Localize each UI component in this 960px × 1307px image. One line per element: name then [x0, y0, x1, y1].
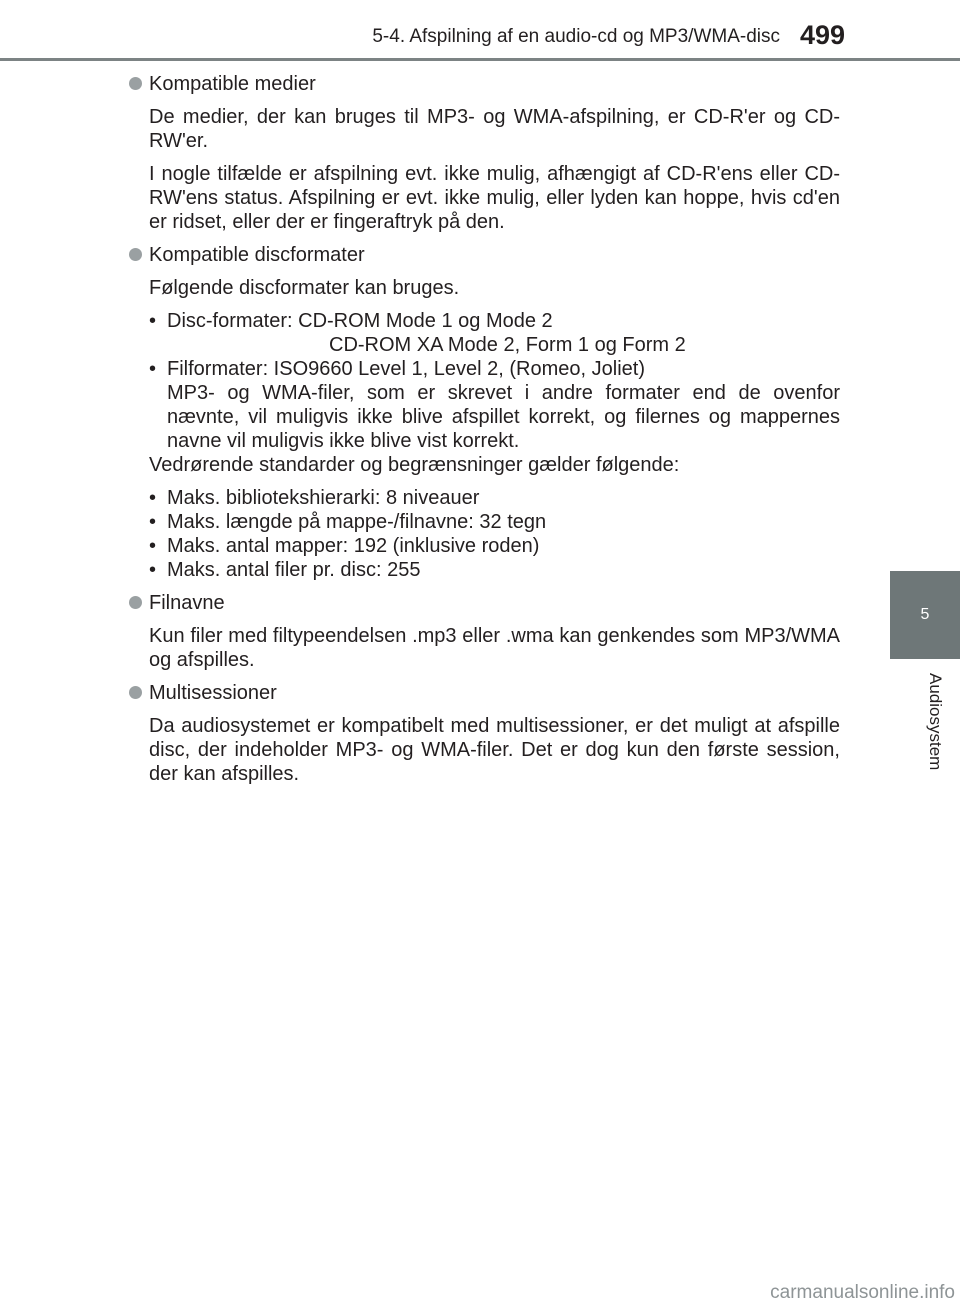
list-bullet: •	[149, 487, 157, 509]
list-bullet: •	[149, 358, 157, 380]
paragraph: Følgende discformater kan bruges.	[149, 277, 460, 299]
heading-text: Kompatible medier	[149, 73, 316, 95]
paragraph: De medier, der kan bruges til MP3- og WMA-afspilning, er CD-R'er og CD-RW'er.	[149, 106, 840, 152]
heading-text: Filnavne	[149, 592, 225, 614]
section-title: 5-4. Afspilning af en audio-cd og MP3/WMA-disc	[372, 26, 780, 47]
list-bullet: •	[149, 511, 157, 533]
list-bullet: •	[149, 535, 157, 557]
list-item	[149, 558, 840, 582]
list-item-text: Maks. bibliotekshierarki: 8 niveauer	[167, 487, 480, 509]
page-number: 499	[800, 20, 846, 50]
list-item-text: Maks. antal filer pr. disc: 255	[167, 559, 421, 581]
list-item	[149, 510, 840, 534]
file-format-line: Filformater: ISO9660 Level 1, Level 2, (Romeo, Joliet)	[167, 358, 645, 380]
bullet-dot-icon	[129, 248, 142, 261]
limits-list	[149, 486, 840, 582]
heading-text: Multisessioner	[149, 682, 277, 704]
header-rule	[0, 58, 960, 61]
section-heading-kompatible-medier	[127, 72, 840, 96]
section-heading-filnavne	[127, 591, 840, 615]
bullet-dot-icon	[129, 77, 142, 90]
list-bullet: •	[149, 559, 157, 581]
bullet-dot-icon	[129, 596, 142, 609]
watermark: carmanualsonline.info	[770, 1282, 955, 1303]
paragraph: Kun filer med filtypeendelsen .mp3 eller .wma kan genkendes som MP3/WMA og afspilles.	[149, 625, 840, 671]
list-item-text: Maks. antal mapper: 192 (inklusive roden)	[167, 535, 540, 557]
file-format-note: MP3- og WMA-filer, som er skrevet i andre formater end de ovenfor nævnte, vil muligvis ikke blive afspillet korrekt, og filernes og mappernes navne vil muligvis ikke blive vist korrekt.	[167, 382, 840, 452]
section-heading-multisessioner	[127, 681, 840, 705]
chapter-number: 5	[920, 606, 930, 623]
list-item-text: Maks. længde på mappe-/filnavne: 32 tegn	[167, 511, 547, 533]
list-item	[149, 534, 840, 558]
bullet-dot-icon	[129, 686, 142, 699]
chapter-tab[interactable]	[890, 571, 960, 659]
list-bullet: •	[149, 310, 157, 332]
paragraph: Da audiosystemet er kompatibelt med multisessioner, er det muligt at afspille disc, der indeholder MP3- og WMA-filer. Det er dog kun den første session, der kan afspilles.	[149, 715, 840, 785]
disc-format-line: Disc-formater: CD-ROM Mode 1 og Mode 2	[167, 310, 553, 332]
page-content	[127, 72, 840, 795]
paragraph: Vedrørende standarder og begrænsninger gælder følgende:	[149, 454, 680, 476]
paragraph: I nogle tilfælde er afspilning evt. ikke mulig, afhængigt af CD-R'ens eller CD-RW'ens status. Afspilning er evt. ikke mulig, eller lyden kan hoppe, hvis cd'en er ridset, eller der er fingeraftryk på den.	[149, 163, 840, 233]
disc-format-line-continued: CD-ROM XA Mode 2, Form 1 og Form 2	[329, 334, 686, 356]
list-item-file-formats	[149, 357, 840, 453]
format-list	[149, 309, 840, 453]
list-item	[149, 486, 840, 510]
chapter-label: Audiosystem	[926, 673, 945, 771]
list-item-disc-formats	[149, 309, 840, 357]
heading-text: Kompatible discformater	[149, 244, 365, 266]
section-heading-kompatible-discformater	[127, 243, 840, 267]
chapter-label-area	[890, 659, 960, 819]
